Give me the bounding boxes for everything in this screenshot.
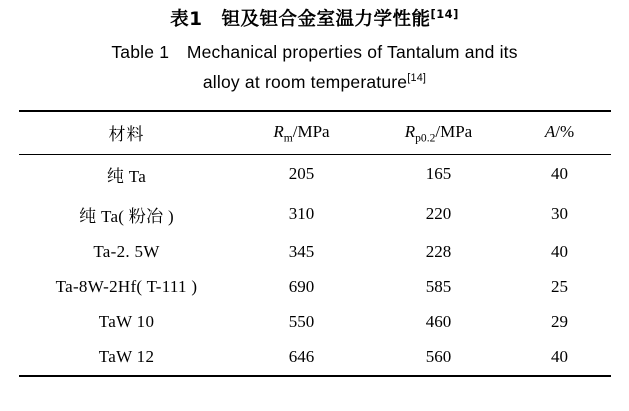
- table-row: [19, 305, 611, 340]
- cell-yield-strength: 165: [425, 164, 452, 184]
- cell-material: [19, 305, 235, 340]
- symbol-rm: R: [273, 122, 284, 142]
- caption-english-reference: [14]: [407, 71, 427, 84]
- table-header-row: [19, 111, 611, 155]
- cell-tensile-strength: 550: [288, 311, 315, 331]
- column-header-material: 材料: [19, 111, 235, 155]
- column-header-yield-strength: [369, 111, 509, 155]
- table-row: [19, 235, 611, 270]
- table-row: [19, 340, 611, 376]
- cell-elongation: 25: [551, 276, 568, 296]
- table-header: [19, 111, 611, 155]
- cell-tensile-strength: 310: [288, 204, 315, 224]
- column-header-tensile-strength: [235, 111, 369, 155]
- symbol-rm-subscript: m: [283, 131, 293, 145]
- symbol-a: A: [544, 122, 556, 142]
- mechanical-properties-table: [19, 110, 611, 377]
- cell-material-rest: TaW 12: [98, 346, 155, 366]
- cell-yield-strength: 560: [369, 340, 509, 376]
- cell-material-rest: TaW 10: [98, 311, 155, 331]
- symbol-rp: R: [404, 122, 416, 142]
- cell-elongation: 40: [509, 340, 611, 376]
- caption-english-line2: alloy at room temperature: [202, 71, 408, 92]
- cell-material-cn: 纯: [106, 166, 125, 187]
- cell-tensile-strength: 205: [288, 164, 315, 184]
- table-row: [19, 195, 611, 235]
- cell-elongation: 40: [551, 164, 568, 184]
- symbol-rp-unit: /MPa: [435, 122, 473, 142]
- cell-elongation: 29: [551, 311, 568, 331]
- table-row: [19, 270, 611, 305]
- caption-chinese: [18, 6, 611, 35]
- cell-tensile-strength: 690: [288, 276, 315, 296]
- cell-material: [19, 235, 235, 270]
- cell-material: [19, 270, 235, 305]
- cell-elongation: 30: [551, 204, 568, 224]
- table-caption: [18, 6, 611, 96]
- caption-english: [18, 39, 611, 96]
- cell-tensile-strength: 345: [288, 241, 315, 261]
- cell-yield-strength: 585: [425, 276, 452, 296]
- cell-yield-strength: 220: [425, 204, 452, 224]
- caption-english-line1: Table 1 Mechanical properties of Tantalum and its: [111, 41, 518, 62]
- cell-material-rest: Ta-8W-2Hf( T-111 ): [55, 276, 198, 296]
- symbol-rp-subscript: p0.2: [415, 131, 436, 145]
- table-body: [19, 154, 611, 376]
- cell-material: [19, 154, 235, 195]
- caption-english-line2-wrap: [18, 69, 611, 96]
- column-header-elongation: [509, 111, 611, 155]
- cell-yield-strength: 460: [425, 311, 452, 331]
- caption-chinese-text: 表1 钽及钽合金室温力学性能: [170, 9, 431, 30]
- cell-material-rest: Ta-2. 5W: [93, 241, 160, 261]
- caption-chinese-reference: [14]: [430, 6, 459, 21]
- cell-material-rest: Ta( 粉冶 ): [96, 206, 174, 226]
- symbol-rm-unit: /MPa: [292, 122, 330, 142]
- cell-yield-strength: 228: [425, 241, 452, 261]
- cell-material-rest: Ta: [124, 166, 147, 186]
- table-row: [19, 154, 611, 195]
- cell-tensile-strength: 646: [235, 340, 369, 376]
- cell-material: [19, 195, 235, 235]
- cell-material-cn: 纯: [79, 206, 97, 227]
- cell-elongation: 40: [551, 241, 568, 261]
- cell-material: [19, 340, 235, 376]
- symbol-a-unit: /%: [555, 122, 575, 142]
